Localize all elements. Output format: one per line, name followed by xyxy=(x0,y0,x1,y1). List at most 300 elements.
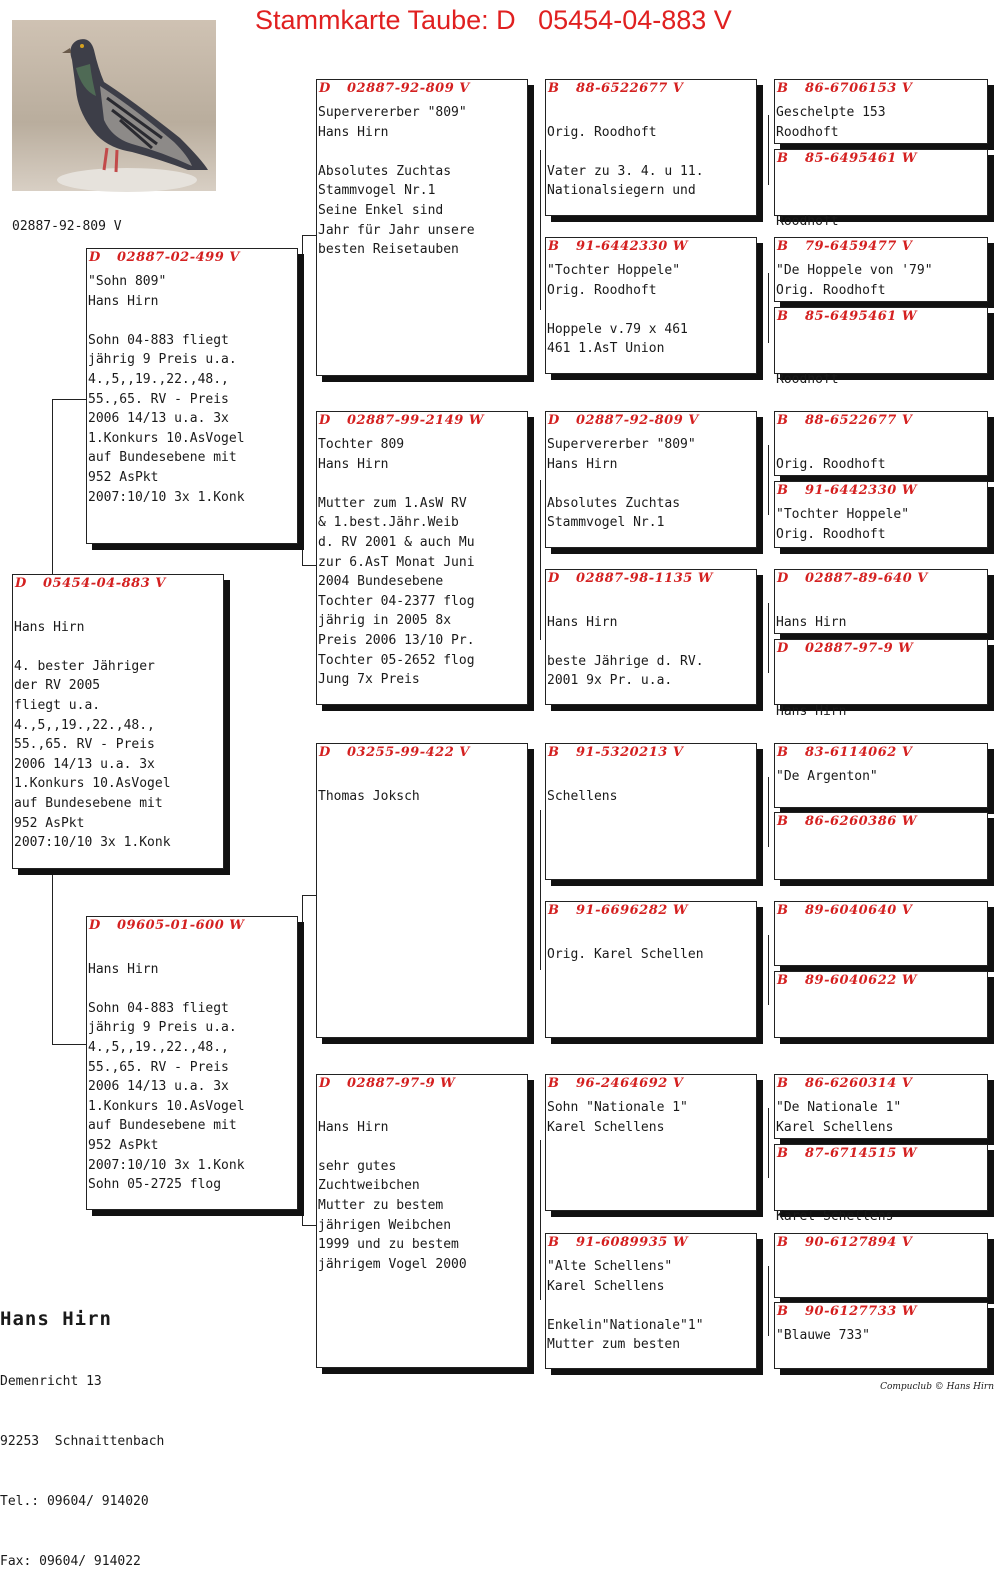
ring-number: 05454-04-883 V xyxy=(43,576,166,591)
card-header xyxy=(775,482,987,499)
card-header xyxy=(546,902,756,919)
card-note-line: d. RV 2001 & auch Mu xyxy=(318,534,475,550)
pedigree-card-gen4 xyxy=(545,79,757,216)
photo-caption: 02887-92-809 V xyxy=(12,219,122,234)
card-note-line: "Alte Schellens" xyxy=(547,1259,673,1274)
card-note-line: & 1.best.Jähr.Weib xyxy=(318,515,459,531)
card-note-line: "Sohn 809" xyxy=(88,274,167,289)
card-header xyxy=(317,80,527,97)
ring-number: 02887-99-2149 W xyxy=(347,413,484,428)
card-note-line: Enkelin"Nationale"1" xyxy=(547,1317,704,1333)
pedigree-card-gen4 xyxy=(545,901,757,1038)
pedigree-card-gen5 xyxy=(774,639,988,720)
card-header xyxy=(546,80,756,97)
card-header xyxy=(775,744,987,761)
card-note-line: Hoppele v.79 x 461 xyxy=(547,321,688,337)
ring-country-code: B xyxy=(777,745,788,760)
card-note-line: Jahr für Jahr unsere xyxy=(318,222,475,238)
ring-country-code: D xyxy=(319,1076,331,1091)
connector-line xyxy=(768,603,769,673)
card-note-line: jährigem Vogel 2000 xyxy=(318,1256,467,1272)
connector-line xyxy=(768,935,769,1005)
card-notes xyxy=(87,940,297,1195)
card-header xyxy=(775,1075,987,1092)
card-notes xyxy=(546,103,756,201)
ring-number: 91-6442330 W xyxy=(576,239,688,254)
card-note-line: 2006 14/13 u.a. 3x xyxy=(88,1079,229,1095)
card-note-line: Mutter zum besten xyxy=(547,1337,681,1353)
card-note-line: 952 AsPkt xyxy=(88,469,159,485)
card-header xyxy=(775,570,987,587)
ring-country-code: B xyxy=(777,151,788,166)
card-note-line xyxy=(776,331,987,351)
ring-number: 85-6495461 W xyxy=(805,309,917,324)
card-note-line: Tochter 04-2377 flog xyxy=(318,593,475,609)
card-note-line: Stammvogel Nr.1 xyxy=(547,515,665,531)
ring-country-code: B xyxy=(777,1076,788,1091)
card-notes xyxy=(546,1257,756,1355)
card-notes xyxy=(546,925,756,964)
card-note-line: jährig in 2005 8x xyxy=(318,613,452,629)
card-note-line: 952 AsPkt xyxy=(88,1137,159,1153)
ring-country-code: B xyxy=(548,1235,559,1250)
ring-number: 02887-89-640 V xyxy=(805,571,928,586)
connector-line xyxy=(302,895,303,1225)
page-title: Stammkarte Taube: D 05454-04-883 V xyxy=(255,5,732,35)
ring-country-code: D xyxy=(548,413,560,428)
card-note-line xyxy=(547,925,756,945)
card-note-line: Tochter 05-2652 flog xyxy=(318,652,475,668)
card-note-line: 55.,65. RV - Preis xyxy=(14,737,155,753)
card-note-line: Karel Schellens xyxy=(547,1278,665,1294)
ring-country-code: B xyxy=(548,81,559,96)
ring-country-code: D xyxy=(89,918,101,933)
card-note-line: Absolutes Zuchtas xyxy=(547,495,681,511)
ring-country-code: B xyxy=(548,903,559,918)
card-notes xyxy=(775,593,987,632)
connector-line xyxy=(52,1044,87,1045)
card-note-line: "Tochter Hoppele" xyxy=(776,507,910,522)
card-note-line: Hans Hirn xyxy=(318,124,389,140)
card-note-line: Tochter 809 xyxy=(318,437,405,452)
card-note-line: Hans Hirn xyxy=(88,961,159,977)
ring-country-code: B xyxy=(777,814,788,829)
pedigree-card-sire xyxy=(86,248,298,544)
card-note-line: "De Nationale 1" xyxy=(776,1100,902,1115)
ring-country-code: B xyxy=(777,1146,788,1161)
card-note-line: Karel Schellens xyxy=(776,1209,894,1225)
ring-number: 02887-02-499 V xyxy=(117,250,240,265)
pedigree-card-dam xyxy=(86,916,298,1210)
card-note-line: Schellens xyxy=(547,788,618,804)
card-note-line: fliegt u.a. xyxy=(14,697,101,713)
pedigree-card-gen5 xyxy=(774,1074,988,1139)
card-notes xyxy=(775,1326,987,1346)
card-note-line xyxy=(318,474,527,494)
card-note-line: Hans Hirn xyxy=(547,614,618,630)
ring-country-code: B xyxy=(777,309,788,324)
card-notes xyxy=(775,767,987,787)
card-note-line: auf Bundesebene mit xyxy=(14,795,163,811)
card-header xyxy=(546,1075,756,1092)
ring-number: 79-6459477 V xyxy=(805,239,913,254)
card-note-line: sehr gutes xyxy=(318,1158,397,1174)
card-note-line: jährigen Weibchen xyxy=(318,1217,452,1233)
card-notes xyxy=(775,663,987,722)
card-note-line xyxy=(776,593,987,613)
card-note-line xyxy=(318,142,527,162)
card-note-line: 2004 Bundesebene xyxy=(318,574,444,590)
card-header xyxy=(775,238,987,255)
breeder-street: Demenricht 13 xyxy=(0,1374,102,1389)
card-note-line xyxy=(88,940,297,960)
card-note-line xyxy=(547,593,756,613)
connector-line xyxy=(302,895,317,896)
card-note-line: 2006 14/13 u.a. 3x xyxy=(88,411,229,427)
card-note-line: "De Hoppele von '79" xyxy=(776,263,933,278)
card-note-line: "De Argenton" xyxy=(776,769,878,784)
ring-country-code: B xyxy=(777,81,788,96)
ring-number: 91-6696282 W xyxy=(576,903,688,918)
card-note-line: 55.,65. RV - Preis xyxy=(88,1059,229,1075)
connector-line xyxy=(302,1225,317,1226)
card-note-line: jährig 9 Preis u.a. xyxy=(88,352,237,368)
ring-country-code: B xyxy=(548,1076,559,1091)
card-note-line: Hans Hirn xyxy=(776,704,847,720)
ring-number: 02887-92-809 V xyxy=(347,81,470,96)
connector-line xyxy=(768,777,769,847)
ring-number: 02887-97-9 W xyxy=(805,641,914,656)
card-note-line: 2001 9x Pr. u.a. xyxy=(547,673,673,689)
card-note-line xyxy=(776,351,987,371)
pedigree-card-gen5 xyxy=(774,411,988,476)
card-note-line: besten Reisetauben xyxy=(318,242,459,258)
card-note-line: Sohn 04-883 fliegt xyxy=(88,332,229,348)
ring-country-code: B xyxy=(777,1235,788,1250)
card-header xyxy=(775,813,987,830)
ring-country-code: D xyxy=(15,576,27,591)
connector-line xyxy=(768,273,769,343)
card-header xyxy=(775,902,987,919)
pedigree-card-gen5 xyxy=(774,901,988,966)
card-note-line xyxy=(776,435,987,455)
ring-country-code: B xyxy=(777,413,788,428)
pedigree-card-gen5 xyxy=(774,971,988,1038)
ring-number: 87-6714515 W xyxy=(805,1146,917,1161)
card-note-line: Hans Hirn xyxy=(776,614,847,630)
pigeon-photo xyxy=(12,20,216,191)
pedigree-card-gen4 xyxy=(545,1233,757,1369)
card-notes xyxy=(87,272,297,507)
card-note-line: Jung 7x Preis xyxy=(318,672,420,688)
breeder-name: Hans Hirn xyxy=(0,1308,112,1330)
connector-line xyxy=(540,1140,541,1300)
card-notes xyxy=(317,103,527,260)
card-note-line: Supervererber "809" xyxy=(547,437,696,452)
pedigree-card-gen4 xyxy=(545,411,757,548)
card-note-line: Hans Hirn xyxy=(547,456,618,472)
ring-number: 89-6040640 V xyxy=(805,903,913,918)
card-note-line: 4.,5,,19.,22.,48., xyxy=(14,717,155,733)
card-notes xyxy=(546,261,756,359)
card-note-line: jährig 9 Preis u.a. xyxy=(88,1020,237,1036)
card-note-line xyxy=(318,1098,527,1118)
card-note-line: Orig. Roodhoft xyxy=(776,282,886,298)
card-notes xyxy=(13,598,223,853)
connector-line xyxy=(52,399,53,574)
card-header xyxy=(775,308,987,325)
ring-country-code: B xyxy=(777,903,788,918)
ring-number: 91-6442330 W xyxy=(805,483,917,498)
card-notes xyxy=(775,435,987,474)
card-header xyxy=(775,1145,987,1162)
ring-number: 02887-92-809 V xyxy=(576,413,699,428)
ring-country-code: B xyxy=(548,239,559,254)
ring-country-code: D xyxy=(777,641,789,656)
card-note-line: Sohn "Nationale 1" xyxy=(547,1100,688,1115)
card-note-line: Vater zu 3. 4. u 11. xyxy=(547,163,704,179)
card-header xyxy=(87,917,297,934)
ring-country-code: D xyxy=(319,81,331,96)
card-notes xyxy=(317,767,527,806)
pedigree-card-gen5 xyxy=(774,79,988,144)
pedigree-card-gen5 xyxy=(774,481,988,548)
card-note-line: Mutter zum 1.AsW RV xyxy=(318,495,467,511)
pedigree-card-gen5 xyxy=(774,812,988,880)
card-note-line: 1.Konkurs 10.AsVogel xyxy=(14,776,171,792)
card-header xyxy=(546,744,756,761)
card-header xyxy=(546,570,756,587)
card-notes xyxy=(775,261,987,300)
card-header xyxy=(546,412,756,429)
pedigree-card-gen5 xyxy=(774,1302,988,1369)
card-note-line xyxy=(547,142,756,162)
ring-number: 03255-99-422 V xyxy=(347,745,470,760)
connector-line xyxy=(302,235,303,565)
connector-line xyxy=(540,810,541,970)
card-notes xyxy=(775,1098,987,1137)
ring-country-code: D xyxy=(777,571,789,586)
ring-number: 90-6127733 W xyxy=(805,1304,917,1319)
pedigree-card-gen5 xyxy=(774,569,988,634)
card-notes xyxy=(546,435,756,533)
card-note-line: "Tochter Hoppele" xyxy=(547,263,681,278)
card-header xyxy=(546,1234,756,1251)
card-note-line: Roodhoft xyxy=(776,124,839,140)
card-note-line: 952 AsPkt xyxy=(14,815,85,831)
card-notes xyxy=(317,1098,527,1274)
card-note-line: 4.,5,,19.,22.,48., xyxy=(88,1039,229,1055)
pedigree-card-gen3 xyxy=(316,79,528,376)
connector-line xyxy=(540,150,541,310)
card-header xyxy=(775,640,987,657)
card-note-line: 2007:10/10 3x 1.Konk xyxy=(88,1157,245,1173)
card-note-line: 461 1.AsT Union xyxy=(547,341,665,357)
ring-number: 89-6040622 W xyxy=(805,973,917,988)
card-note-line: Supervererber "809" xyxy=(318,105,467,120)
pedigree-card-gen5 xyxy=(774,1144,988,1225)
card-note-line: 1999 und zu bestem xyxy=(318,1237,459,1253)
ring-number: 86-6706153 V xyxy=(805,81,913,96)
card-notes xyxy=(775,331,987,390)
card-note-line: beste Jährige d. RV. xyxy=(547,653,704,669)
ring-number: 90-6127894 V xyxy=(805,1235,913,1250)
card-header xyxy=(317,1075,527,1092)
card-note-line xyxy=(547,1296,756,1316)
card-note-line xyxy=(776,683,987,703)
breeder-phone: Tel.: 09604/ 914020 xyxy=(0,1494,149,1509)
pedigree-card-gen5 xyxy=(774,1233,988,1298)
ring-number: 91-6089935 W xyxy=(576,1235,688,1250)
pedigree-card-gen3 xyxy=(316,743,528,1038)
card-note-line: Stammvogel Nr.1 xyxy=(318,183,436,199)
card-header xyxy=(775,412,987,429)
card-note-line: Hans Hirn xyxy=(14,619,85,635)
card-note-line xyxy=(776,193,987,213)
pedigree-card-gen4 xyxy=(545,237,757,374)
card-note-line: Thomas Joksch xyxy=(318,788,420,804)
card-note-line xyxy=(547,300,756,320)
card-header xyxy=(775,1234,987,1251)
connector-line xyxy=(768,445,769,515)
card-note-line: auf Bundesebene mit xyxy=(88,450,237,466)
card-note-line: Hans Hirn xyxy=(318,1119,389,1135)
ring-number: 86-6260314 V xyxy=(805,1076,913,1091)
card-note-line: "Blauwe 733" xyxy=(776,1328,870,1343)
card-notes xyxy=(775,173,987,232)
software-credit: Compuclub © Hans Hirn xyxy=(880,1382,994,1392)
card-note-line: Seine Enkel sind xyxy=(318,202,444,218)
pedigree-card-gen3 xyxy=(316,411,528,705)
card-note-line: zur 6.AsT Monat Juni xyxy=(318,554,475,570)
card-note-line: Karel Schellens xyxy=(776,1119,894,1135)
connector-line xyxy=(52,869,53,1044)
pedigree-card-gen5 xyxy=(774,237,988,302)
pedigree-card-gen5 xyxy=(774,307,988,388)
card-note-line xyxy=(547,474,756,494)
card-note-line: Orig. Roodhoft xyxy=(547,124,657,140)
connector-line xyxy=(768,115,769,185)
connector-line xyxy=(768,1266,769,1336)
card-note-line xyxy=(318,767,527,787)
card-note-line: Geschelpte 153 xyxy=(776,105,886,120)
card-note-line: Orig. Karel Schellen xyxy=(547,946,704,962)
pedigree-card-subject xyxy=(12,574,224,869)
ring-country-code: D xyxy=(319,413,331,428)
card-note-line xyxy=(88,979,297,999)
card-note-line xyxy=(547,767,756,787)
card-note-line xyxy=(88,311,297,331)
card-header xyxy=(775,150,987,167)
card-note-line: 55.,65. RV - Preis xyxy=(88,391,229,407)
card-header xyxy=(546,238,756,255)
card-note-line xyxy=(14,598,223,618)
card-header xyxy=(317,744,527,761)
card-note-line xyxy=(776,1168,987,1188)
card-note-line: 1.Konkurs 10.AsVogel xyxy=(88,1098,245,1114)
pedigree-card-gen5 xyxy=(774,149,988,230)
card-header xyxy=(775,972,987,989)
card-note-line: Orig. Roodhoft xyxy=(776,526,886,542)
ring-country-code: B xyxy=(777,1304,788,1319)
card-note-line: Roodhoft xyxy=(776,214,839,230)
ring-number: 88-6522677 V xyxy=(576,81,684,96)
card-notes xyxy=(317,435,527,690)
card-note-line: Hans Hirn xyxy=(318,456,389,472)
breeder-city: 92253 Schnaittenbach xyxy=(0,1434,165,1449)
connector-line xyxy=(768,1108,769,1178)
card-note-line: Absolutes Zuchtas xyxy=(318,163,452,179)
card-notes xyxy=(546,767,756,806)
card-note-line: 1.Konkurs 10.AsVogel xyxy=(88,430,245,446)
ring-number: 91-5320213 V xyxy=(576,745,684,760)
card-notes xyxy=(775,505,987,544)
ring-number: 83-6114062 V xyxy=(805,745,913,760)
card-note-line xyxy=(776,173,987,193)
ring-number: 88-6522677 V xyxy=(805,413,913,428)
breeder-fax: Fax: 09604/ 914022 xyxy=(0,1554,141,1569)
card-note-line: 2007:10/10 3x 1.Konk xyxy=(14,835,171,851)
card-note-line: 2006 14/13 u.a. 3x xyxy=(14,756,155,772)
card-note-line xyxy=(776,663,987,683)
card-note-line: 4. bester Jähriger xyxy=(14,658,155,674)
pedigree-card-gen4 xyxy=(545,743,757,880)
card-note-line: Orig. Roodhoft xyxy=(776,456,886,472)
pedigree-card-gen4 xyxy=(545,569,757,705)
card-header xyxy=(317,412,527,429)
card-note-line: 2007:10/10 3x 1.Konk xyxy=(88,489,245,505)
card-note-line xyxy=(547,103,756,123)
card-notes xyxy=(775,1168,987,1227)
ring-country-code: D xyxy=(548,571,560,586)
pedigree-card-gen3 xyxy=(316,1074,528,1368)
card-notes xyxy=(546,593,756,691)
ring-country-code: B xyxy=(777,239,788,254)
card-header xyxy=(775,80,987,97)
ring-country-code: D xyxy=(319,745,331,760)
card-note-line: 4.,5,,19.,22.,48., xyxy=(88,371,229,387)
card-note-line: Hans Hirn xyxy=(88,293,159,309)
ring-number: 86-6260386 W xyxy=(805,814,917,829)
ring-number: 02887-97-9 W xyxy=(347,1076,456,1091)
card-note-line: Nationalsiegern und xyxy=(547,183,696,199)
card-note-line: Zuchtweibchen xyxy=(318,1178,420,1194)
card-note-line: Sohn 04-883 fliegt xyxy=(88,1000,229,1016)
card-notes xyxy=(546,1098,756,1137)
card-note-line xyxy=(776,1188,987,1208)
card-note-line xyxy=(547,632,756,652)
card-notes xyxy=(775,103,987,142)
ring-country-code: B xyxy=(548,745,559,760)
card-header xyxy=(775,1303,987,1320)
pedigree-card-gen4 xyxy=(545,1074,757,1211)
card-note-line: Mutter zu bestem xyxy=(318,1197,444,1213)
ring-country-code: B xyxy=(777,483,788,498)
ring-number: 85-6495461 W xyxy=(805,151,917,166)
connector-line xyxy=(302,235,317,236)
ring-number: 96-2464692 V xyxy=(576,1076,684,1091)
card-note-line xyxy=(318,1137,527,1157)
card-header xyxy=(87,249,297,266)
card-note-line: Karel Schellens xyxy=(547,1119,665,1135)
card-note-line: Orig. Roodhoft xyxy=(547,282,657,298)
card-note-line: Sohn 05-2725 flog xyxy=(88,1177,222,1193)
card-note-line: der RV 2005 xyxy=(14,678,101,694)
ring-country-code: D xyxy=(89,250,101,265)
card-note-line xyxy=(14,637,223,657)
card-note-line: Roodhoft xyxy=(776,372,839,388)
connector-line xyxy=(540,480,541,640)
